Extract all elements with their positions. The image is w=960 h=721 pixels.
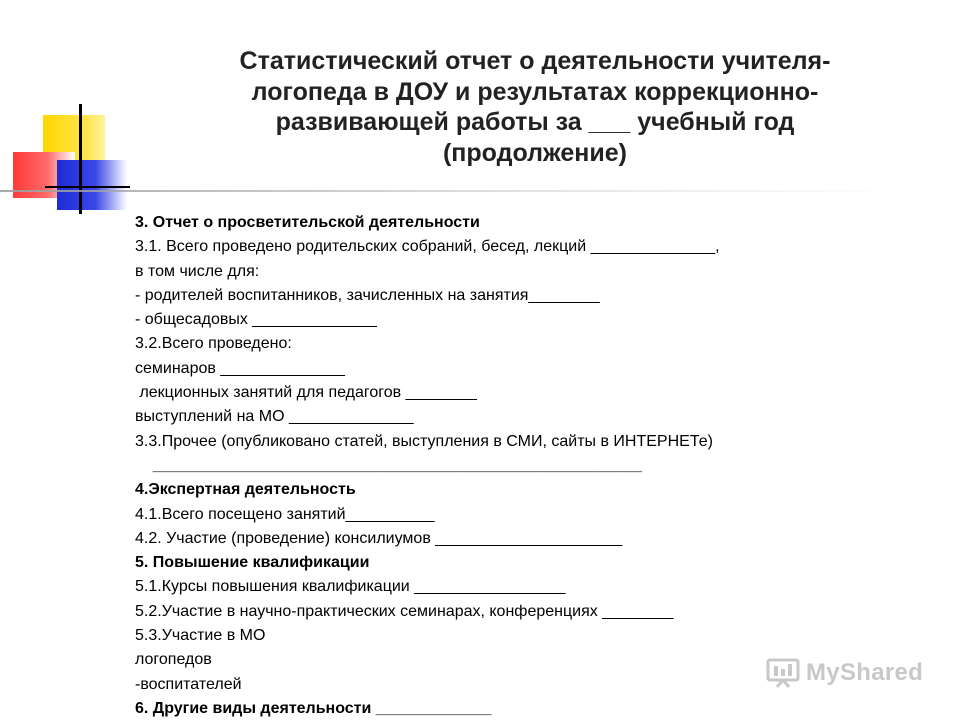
title-line: логопеда в ДОУ и результатах коррекционно- <box>251 77 819 106</box>
report-line: 5.3.Участие в МО <box>135 627 266 645</box>
decor-blue-square <box>57 160 127 210</box>
slide-title <box>185 46 885 168</box>
report-line: - родителей воспитанников, зачисленных на занятия________ <box>135 286 600 304</box>
report-line: 5.2.Участие в научно-практических семинарах, конференциях ________ <box>135 602 674 620</box>
report-line: 4.2. Участие (проведение) консилиумов _____________________ <box>135 529 623 547</box>
report-line: 5.1.Курсы повышения квалификации _________________ <box>135 578 566 596</box>
myshared-logo <box>766 658 923 688</box>
report-body <box>135 211 935 721</box>
report-line: логопедов <box>135 651 212 669</box>
report-line: 4.1.Всего посещено занятий__________ <box>135 505 435 523</box>
report-line: -воспитателей <box>135 675 242 693</box>
decor-short-horizontal-line <box>45 186 130 188</box>
report-line: 3.3.Прочее (опубликовано статей, выступления в СМИ, сайты в ИНТЕРНЕТе) <box>135 432 713 450</box>
report-line: - общесадовых ______________ <box>135 311 377 329</box>
section-heading: 4.Экспертная деятельность <box>135 481 356 499</box>
report-line: выступлений на МО ______________ <box>135 408 414 426</box>
decor-vertical-line <box>79 104 82 214</box>
report-line: лекционных занятий для педагогов ________ <box>135 384 477 402</box>
title-line: (продолжение) <box>442 138 628 167</box>
logo-text: MyShared <box>806 659 924 686</box>
title-line: развивающей работы за ___ учебный год <box>275 108 795 136</box>
section-heading: 6. Другие виды деятельности _____________ <box>135 699 492 717</box>
section-heading: 3. Отчет о просветительской деятельности <box>135 214 480 231</box>
decor-title-divider <box>0 190 900 192</box>
report-line-blank: _______________________________________________________ <box>135 456 643 474</box>
section-heading: 5. Повышение квалификации <box>135 554 370 572</box>
report-line: в том числе для: <box>135 262 260 280</box>
report-line: 3.1. Всего проведено родительских собраний, бесед, лекций ______________, <box>135 238 720 256</box>
presentation-board-icon <box>766 658 800 688</box>
title-line: Статистический отчет о деятельности учителя- <box>239 47 831 75</box>
report-line: семинаров ______________ <box>135 359 345 377</box>
report-line: 3.2.Всего проведено: <box>135 335 292 353</box>
